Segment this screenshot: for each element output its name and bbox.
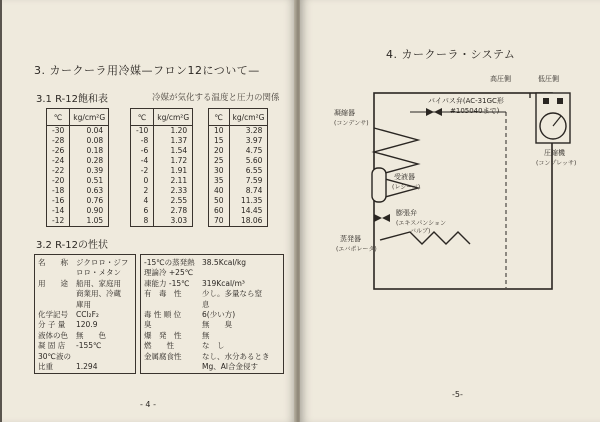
pressure-cell: 1.37 — [170, 136, 188, 145]
bypass-valve-icon — [426, 108, 434, 116]
pressure-cell: 0.28 — [86, 156, 104, 165]
pressure-column — [75, 126, 103, 226]
property-key: -15℃の蒸発熱 — [144, 258, 195, 267]
property-value: 6(少い方) — [202, 310, 236, 319]
property-key: 液体の色 — [38, 330, 68, 340]
property-row — [144, 340, 225, 351]
temp-cell: 8 — [143, 216, 149, 225]
pressure-cell: 0.04 — [86, 126, 104, 135]
pressure-cell: 2.11 — [170, 176, 188, 185]
property-key: 臭 — [144, 320, 152, 330]
pressure-cell: 18.06 — [240, 216, 263, 225]
col-header-pressure: kg/cm²G — [154, 109, 193, 126]
high-pressure-label: 高圧側 — [490, 75, 511, 83]
saturation-table-3 — [208, 108, 268, 227]
temp-column — [52, 126, 64, 226]
temp-cell: -4 — [140, 156, 149, 165]
right-page — [300, 0, 600, 422]
temp-cell: 6 — [143, 206, 149, 215]
property-key: 爆 発 性 — [144, 330, 182, 340]
temp-cell: 40 — [214, 186, 224, 195]
section-4-heading: 4. カークーラ・システム — [386, 48, 516, 61]
temp-cell: 70 — [214, 216, 224, 225]
temp-cell: -24 — [52, 156, 65, 165]
temp-cell: -14 — [52, 206, 65, 215]
bypass-valve-label-2: #105040まで) — [450, 107, 500, 115]
temp-cell: 10 — [214, 126, 224, 135]
property-row — [144, 309, 235, 320]
temp-cell: 20 — [214, 146, 224, 155]
property-row — [144, 278, 245, 289]
temp-cell: 0 — [143, 176, 149, 185]
temp-cell: 50 — [214, 196, 224, 205]
pressure-cell: 0.90 — [86, 206, 104, 215]
pressure-cell: 1.05 — [86, 216, 104, 225]
property-row — [38, 340, 101, 351]
temp-column — [136, 126, 148, 226]
temp-cell: -20 — [52, 176, 65, 185]
property-row — [38, 257, 128, 268]
pressure-cell: 2.55 — [170, 196, 188, 205]
temp-cell: 4 — [143, 196, 149, 205]
property-value: ロロ・メタン — [76, 268, 121, 278]
section-3-heading: 3. カークーラ用冷媒—フロン12について— — [34, 64, 260, 77]
property-key: 凝 固 店 — [38, 341, 66, 351]
pressure-cell: 1.72 — [170, 156, 188, 165]
expansion-valve-sublabel: (エキスパンション — [396, 220, 446, 227]
property-value: CCl₂F₂ — [76, 310, 99, 319]
compressor-sublabel: (コンプレッサ) — [536, 160, 577, 167]
properties-box-left — [34, 254, 136, 374]
temp-cell: 15 — [214, 136, 224, 145]
pressure-cell: 1.91 — [170, 166, 188, 175]
bypass-valve-label: バイパス弁(AC-31GC形 — [428, 97, 504, 105]
receiver-sublabel: (レシーバ) — [392, 184, 421, 191]
property-value: Mg、Al合金侵す — [202, 362, 258, 371]
temp-cell: 2 — [143, 186, 149, 195]
pressure-cell: 7.59 — [245, 176, 263, 185]
pressure-cell: 2.33 — [170, 186, 188, 195]
page-number-left: - 4 - — [140, 400, 156, 409]
col-header-temp: ℃ — [131, 109, 154, 126]
property-value: 120.9 — [76, 320, 98, 330]
pressure-cell: 0.18 — [86, 146, 104, 155]
pressure-cell: 3.97 — [245, 136, 263, 145]
pressure-cell: 3.03 — [170, 216, 188, 225]
section-3-1-note: 冷媒が気化する温度と圧力の関係 — [152, 93, 280, 103]
temp-cell: -2 — [140, 166, 149, 175]
property-row — [144, 257, 246, 268]
col-header-temp: ℃ — [47, 109, 70, 126]
section-3-2-title: 3.2 R-12の性状 — [36, 240, 108, 251]
pressure-cell: 0.51 — [86, 176, 104, 185]
property-value: ジクロロ・ジフ — [76, 258, 129, 267]
saturation-table-1 — [46, 108, 109, 227]
property-value: 庫用 — [76, 299, 91, 309]
expansion-valve-label: 膨張弁 — [396, 209, 417, 217]
property-row — [144, 288, 262, 299]
property-row — [38, 309, 99, 320]
property-row — [38, 299, 91, 310]
properties-box-right — [140, 254, 284, 374]
property-value: 無 臭 — [202, 320, 232, 330]
property-value: 息 — [202, 299, 210, 309]
temp-cell: -8 — [140, 136, 149, 145]
property-key: 理論冷 +25℃ — [144, 268, 194, 278]
temp-cell: 30 — [214, 166, 224, 175]
car-cooler-system-diagram — [300, 0, 600, 422]
pressure-cell: 8.74 — [245, 186, 263, 195]
property-row — [38, 319, 97, 330]
compressor-label: 圧縮機 — [544, 149, 565, 157]
pressure-cell: 2.78 — [170, 206, 188, 215]
temp-cell: 25 — [214, 156, 224, 165]
property-key: 用 途 — [38, 278, 68, 288]
property-row — [38, 267, 121, 278]
col-header-pressure: kg/cm²G — [229, 109, 268, 126]
pressure-cell: 0.63 — [86, 186, 104, 195]
col-header-temp: ℃ — [209, 109, 230, 126]
property-value: な し — [202, 341, 225, 351]
property-key: 燃 性 — [144, 341, 174, 351]
pressure-cell: 5.60 — [245, 156, 263, 165]
property-key: 比重 — [38, 362, 53, 371]
property-row — [38, 351, 76, 362]
temp-cell: -10 — [136, 126, 149, 135]
pressure-cell: 0.76 — [86, 196, 104, 205]
piping-loop — [374, 93, 552, 289]
condenser-sublabel: (コンデンサ) — [334, 120, 369, 127]
property-value: 船用、家庭用 — [76, 278, 121, 288]
property-key: 分 子 量 — [38, 320, 66, 330]
property-value: 無 色 — [76, 330, 106, 340]
temp-cell: -16 — [52, 196, 65, 205]
property-key: 凍能力 -15℃ — [144, 278, 190, 288]
section-3-1-title: 3.1 R-12飽和表 — [36, 94, 108, 105]
property-value: 無 — [202, 330, 210, 340]
property-key: 有 毒 性 — [144, 289, 182, 299]
temp-cell: -18 — [52, 186, 65, 195]
temp-cell: -30 — [52, 126, 65, 135]
compressor-icon — [536, 93, 570, 143]
property-row — [144, 361, 258, 372]
property-row — [144, 267, 202, 278]
property-value: 少し。多量なら窒 — [202, 289, 262, 299]
pressure-column — [159, 126, 187, 226]
property-value: 319Kcal/m³ — [202, 278, 245, 288]
property-row — [144, 330, 210, 341]
property-value: 38.5Kcal/kg — [202, 258, 247, 267]
expansion-valve-icon — [374, 214, 382, 222]
evaporator-label: 蒸発器 — [340, 235, 361, 243]
temp-cell: -6 — [140, 146, 149, 155]
property-value: 商業用、冷蔵 — [76, 289, 121, 299]
temp-cell: 60 — [214, 206, 224, 215]
temp-cell: -22 — [52, 166, 65, 175]
property-key: 金属腐食性 — [144, 351, 182, 361]
property-key: 毒 性 順 位 — [144, 310, 182, 319]
property-value: 1.294 — [76, 362, 98, 371]
property-value: -155℃ — [76, 341, 102, 351]
low-pressure-label: 低圧側 — [538, 75, 559, 83]
pressure-cell: 1.54 — [170, 146, 188, 155]
property-row — [38, 288, 121, 299]
property-key: 名 称 — [38, 258, 68, 267]
pressure-cell: 4.75 — [245, 146, 263, 155]
property-key: 30℃液の — [38, 351, 71, 361]
pressure-cell: 0.08 — [86, 136, 104, 145]
pressure-cell: 0.39 — [86, 166, 104, 175]
property-row — [144, 351, 270, 362]
receiver-label: 受液器 — [394, 173, 415, 181]
temp-cell: -26 — [52, 146, 65, 155]
pressure-cell: 14.45 — [240, 206, 263, 215]
property-row — [38, 330, 106, 341]
col-header-pressure: kg/cm²G — [70, 109, 109, 126]
receiver-icon — [372, 168, 386, 202]
temp-cell: -28 — [52, 136, 65, 145]
left-page — [2, 0, 296, 422]
temp-cell: -12 — [52, 216, 65, 225]
pressure-cell: 1.20 — [170, 126, 188, 135]
property-value: なし、水分あるとき — [202, 351, 270, 361]
page-number-right: -5- — [452, 390, 463, 399]
pressure-column — [235, 126, 263, 226]
property-row — [144, 319, 232, 330]
temp-column — [214, 126, 224, 226]
evaporator-sublabel: (エバポレータ) — [336, 246, 377, 253]
condenser-label: 凝縮器 — [334, 109, 355, 117]
property-row — [144, 299, 210, 310]
temp-cell: 35 — [214, 176, 224, 185]
property-key: 化学記号 — [38, 310, 68, 319]
saturation-table-2 — [130, 108, 193, 227]
pressure-cell: 6.55 — [245, 166, 263, 175]
expansion-valve-sublabel-2: バルブ) — [410, 228, 431, 235]
property-row — [38, 278, 121, 289]
pressure-cell: 3.28 — [245, 126, 263, 135]
property-row — [38, 361, 97, 372]
pressure-cell: 11.35 — [240, 196, 263, 205]
